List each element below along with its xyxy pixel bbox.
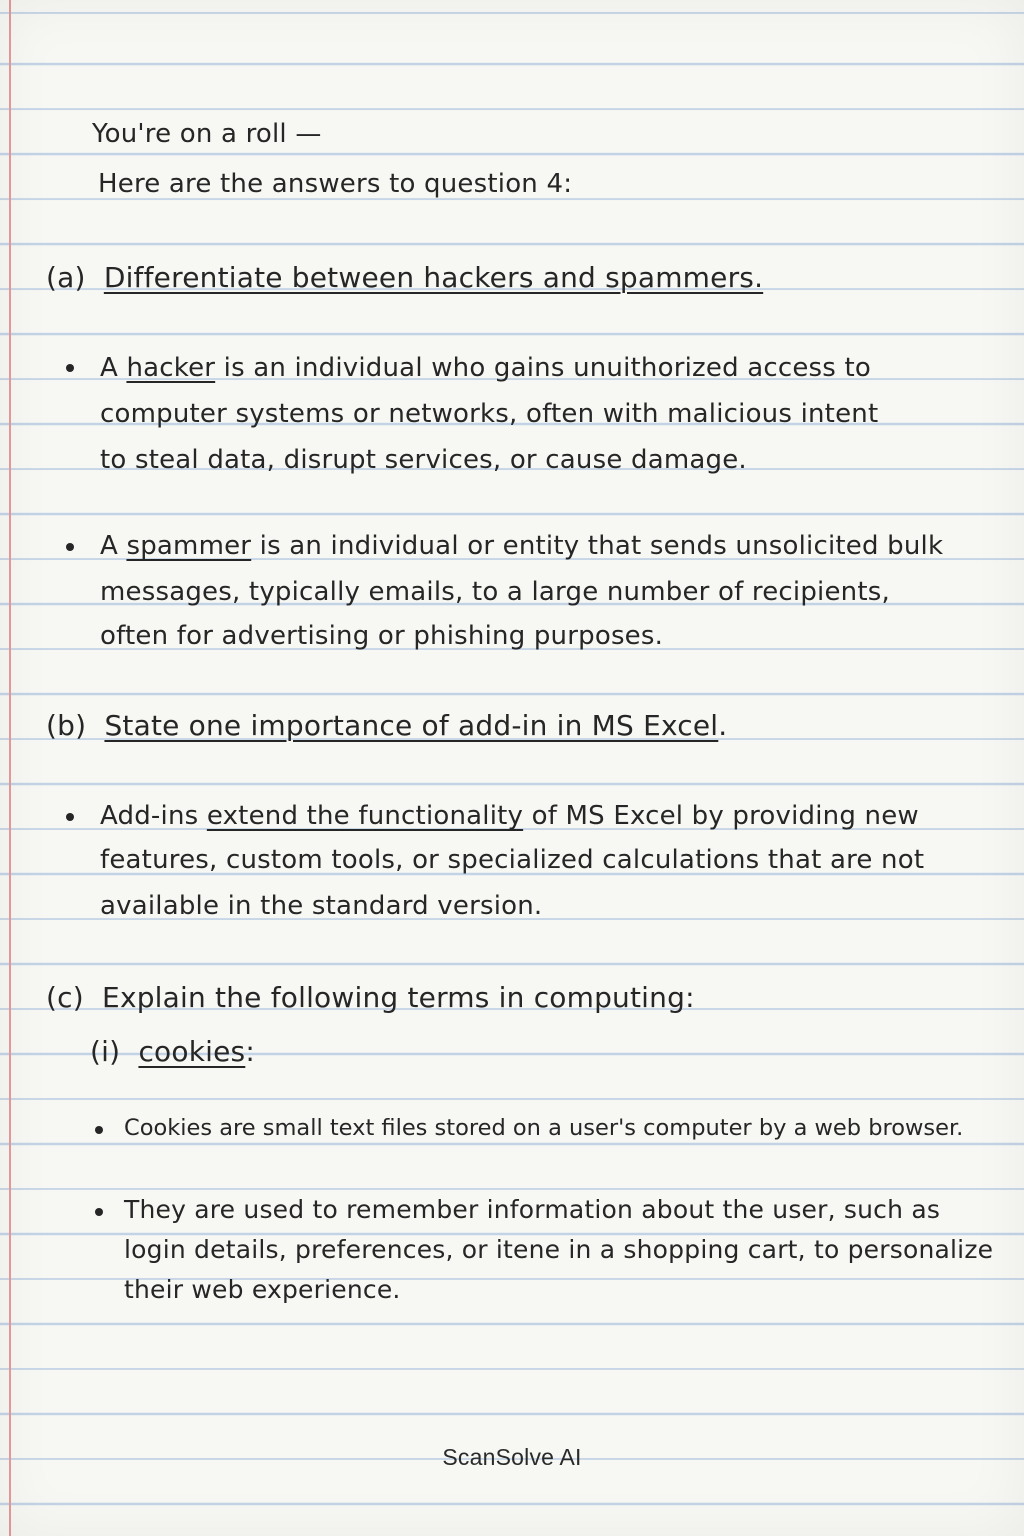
bullet-dot-a2 xyxy=(66,543,74,551)
brand-footer: ScanSolve AI xyxy=(442,1444,582,1470)
term-cookies: cookies xyxy=(138,1035,246,1068)
bullet-dot-c2 xyxy=(95,1208,103,1216)
answer-c2-line-3: their web experience. xyxy=(124,1275,401,1304)
bullet-dot-c1 xyxy=(95,1126,103,1134)
question-a-label: (a) xyxy=(46,261,86,294)
answer-a1-line-1: A hacker is an individual who gains unuithorized access to xyxy=(100,353,872,383)
sub-question-i-label: (i) xyxy=(90,1035,121,1068)
question-c xyxy=(46,982,695,1014)
question-b-text: State one importance of add-in in MS Excel xyxy=(104,709,719,742)
intro-line-1: You're on a roll — xyxy=(92,119,322,149)
answer-c2-line-2: login details, preferences, or itene in a shopping cart, to personalize xyxy=(124,1235,994,1264)
term-extend-functionality: extend the functionality xyxy=(206,801,524,831)
question-a xyxy=(46,262,763,294)
bullet-dot-a1 xyxy=(66,364,74,372)
answer-a2-line-1: A spammer is an individual or entity that sends unsolicited bulk xyxy=(100,531,944,561)
answer-a2-line-3: often for advertising or phishing purposes. xyxy=(100,621,664,651)
question-a-text: Differentiate between hackers and spammers. xyxy=(103,261,764,294)
question-c-label: (c) xyxy=(46,981,84,1014)
term-hacker: hacker xyxy=(126,353,216,383)
answer-b1-line-2: features, custom tools, or specialized calculations that are not xyxy=(100,845,925,875)
answer-a1-line-2: computer systems or networks, often with malicious intent xyxy=(100,399,879,429)
answer-b1-line-3: available in the standard version. xyxy=(100,891,543,921)
term-spammer: spammer xyxy=(126,531,252,561)
question-b-label: (b) xyxy=(46,709,87,742)
intro-line-2: Here are the answers to question 4: xyxy=(98,169,573,199)
answer-c2-line-1: They are used to remember information about the user, such as xyxy=(124,1195,941,1224)
question-b: (b) State one importance of add-in in MS Excel. xyxy=(46,709,728,742)
answer-a2-line-2: messages, typically emails, to a large number of recipients, xyxy=(100,577,890,607)
question-c-text: Explain the following terms in computing: xyxy=(102,981,695,1014)
answer-a1-line-3: to steal data, disrupt services, or cause damage. xyxy=(100,445,747,475)
answer-b1-line-1: Add-ins extend the functionality of MS Excel by providing new xyxy=(100,801,919,831)
bullet-dot-b1 xyxy=(66,813,74,821)
sub-question-i: (i) cookies: xyxy=(90,1035,255,1068)
answer-c1-line-1: Cookies are small text files stored on a user's computer by a web browser. xyxy=(124,1115,964,1141)
